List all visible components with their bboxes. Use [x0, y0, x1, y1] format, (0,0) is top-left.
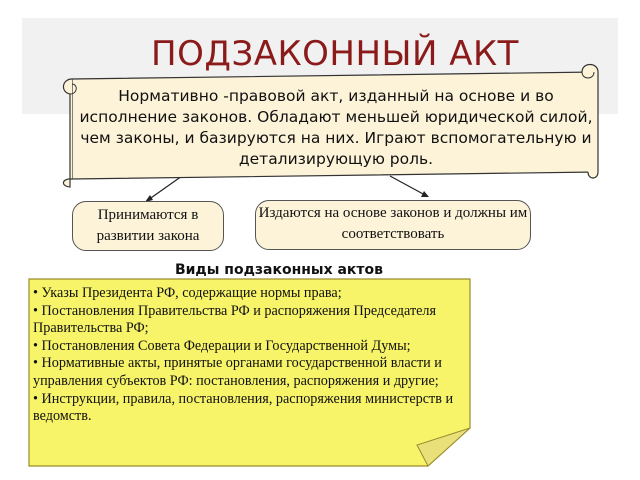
box-issued-on-basis-of-laws: Издаются на основе законов и должны им соответствовать [255, 200, 531, 250]
types-list-item: • Инструкции, правила, постановления, распоряжения министерств и ведомств. [33, 391, 465, 426]
slide-title: ПОДЗАКОННЫЙ АКТ [151, 34, 519, 74]
types-list-item: • Нормативные акты, принятые органами государственной власти и управления субъектов РФ: постановления, распоряжения и другие; [33, 355, 465, 390]
definition-text: Нормативно -правовой акт, изданный на основе и во исполнение законов. Обладают меньшей юридической силой, чем законы, и базируются на них. Играют вспомогательную и детализирующую роль. [79, 87, 593, 168]
types-heading: Виды подзаконных актов [174, 262, 384, 278]
box-adopted-in-development: Принимаются в развитии закона [72, 201, 224, 251]
types-list [33, 285, 465, 426]
types-list-item: • Постановления Совета Федерации и Государственной Думы; [33, 338, 465, 356]
types-list-item: • Постановления Правительства РФ и распоряжения Председателя Правительства РФ; [33, 303, 465, 338]
types-list-item: • Указы Президента РФ, содержащие нормы права; [33, 285, 465, 303]
